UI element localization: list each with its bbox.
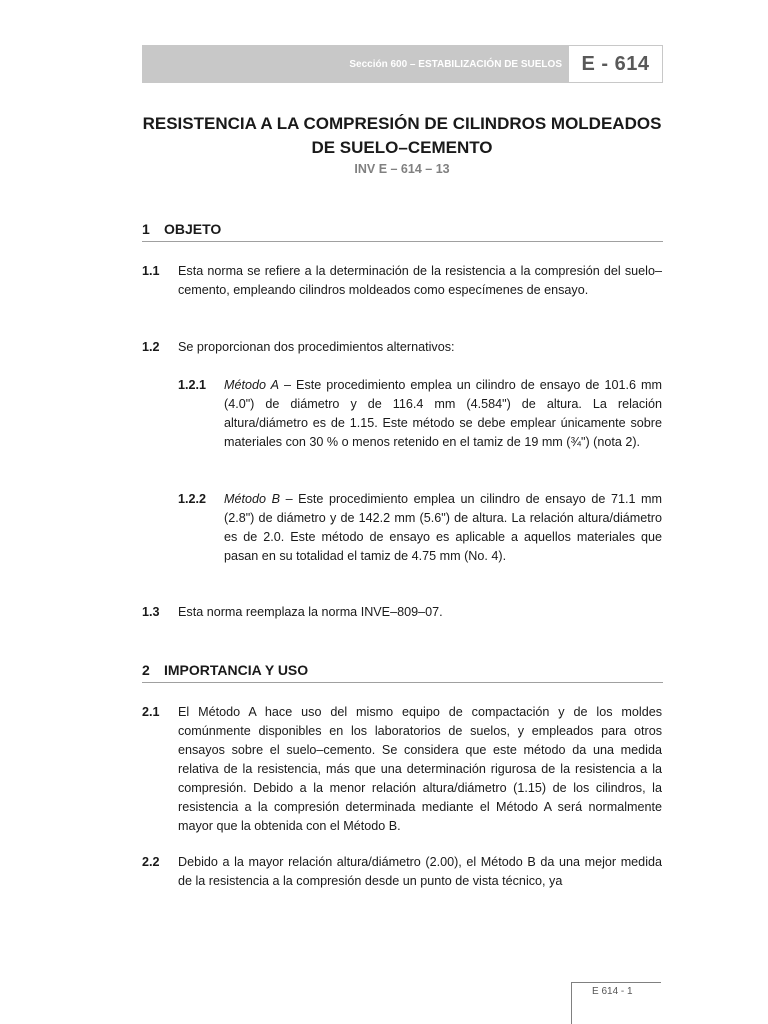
header-code-box — [568, 45, 663, 83]
paragraph-text — [224, 376, 662, 452]
paragraph-1-2 — [142, 338, 662, 357]
paragraph-text: Esta norma reemplaza la norma INVE–809–07. — [178, 605, 443, 619]
paragraph-number: 2.1 — [142, 705, 160, 719]
document-title — [142, 112, 662, 160]
paragraph-1-2-2 — [178, 490, 662, 566]
method-description: – Este procedimiento emplea un cilindro de ensayo de 71.1 mm (2.8") de diámetro y de 142.2 mm (5.6") de altura. La relación altura/diámetro es de 2.0. Este método de ensayo es aplicable a aquellos materiales que pasan en su totalidad el tamiz de 4.75 mm (No. 4). — [224, 492, 663, 563]
paragraph-text: Debido a la mayor relación altura/diámetro (2.00), el Método B da una mejor medida de la resistencia a la compresión desde un punto de vista técnico, ya — [178, 855, 662, 888]
title-line-2: DE SUELO–CEMENTO — [311, 138, 493, 157]
paragraph-number: 1.1 — [142, 264, 160, 278]
method-description: – Este procedimiento emplea un cilindro de ensayo de 101.6 mm (4.0") de diámetro y de 116.4 mm (4.584") de altura. La relación altura/diámetro es de 1.15. Este método se debe emplear únicamente sobre materiales con 30 % o menos retenido en el tamiz de 19 mm (¾") (nota 2). — [224, 378, 662, 449]
section-heading-objeto — [142, 221, 663, 242]
paragraph-number: 2.2 — [142, 855, 160, 869]
title-line-1: RESISTENCIA A LA COMPRESIÓN DE CILINDROS MOLDEADOS — [142, 114, 662, 133]
section-number: 1 — [142, 221, 150, 237]
paragraph-2-1 — [142, 703, 662, 836]
norm-code: INV E – 614 – 13 — [354, 162, 450, 176]
paragraph-number: 1.2.1 — [178, 378, 207, 392]
paragraph-1-3 — [142, 603, 662, 622]
paragraph-text: Se proporcionan dos procedimientos alternativos: — [178, 340, 455, 354]
paragraph-text: El Método A hace uso del mismo equipo de compactación y de los moldes comúnmente disponibles en los laboratorios de suelos, y empleados para otros ensayos sobre el suelo–cemento. Se considera que este método da una medida relativa de la resistencia, más que una determinación rigurosa de la resistencia a la compresión. Debido a la menor relación altura/diámetro (1.15) de los cilindros, la resistencia a la compresión determinada mediante el Método A será normalmente mayor que la obtenida con el Método B. — [178, 705, 662, 833]
section-number: 2 — [142, 662, 150, 678]
paragraph-number: 1.2.2 — [178, 492, 207, 506]
paragraph-1-2-1 — [178, 376, 662, 452]
header-section-bar — [142, 45, 568, 83]
header-section-title: Sección 600 – ESTABILIZACIÓN DE SUELOS — [349, 58, 562, 70]
paragraph-text: Esta norma se refiere a la determinación de la resistencia a la compresión del suelo–cemento, empleando cilindros moldeados como especímenes de ensayo. — [178, 264, 662, 297]
section-heading-importancia-y-uso — [142, 662, 663, 683]
section-title: IMPORTANCIA Y USO — [164, 662, 309, 678]
method-name: Método A — [224, 378, 279, 392]
header-code: E - 614 — [581, 52, 650, 75]
paragraph-number: 1.3 — [142, 605, 160, 619]
method-name: Método B — [224, 492, 280, 506]
page-number: E 614 - 1 — [592, 986, 633, 997]
paragraph-text — [224, 490, 662, 566]
section-title: OBJETO — [164, 221, 222, 237]
paragraph-2-2 — [142, 853, 662, 891]
paragraph-1-1 — [142, 262, 662, 300]
paragraph-number: 1.2 — [142, 340, 160, 354]
